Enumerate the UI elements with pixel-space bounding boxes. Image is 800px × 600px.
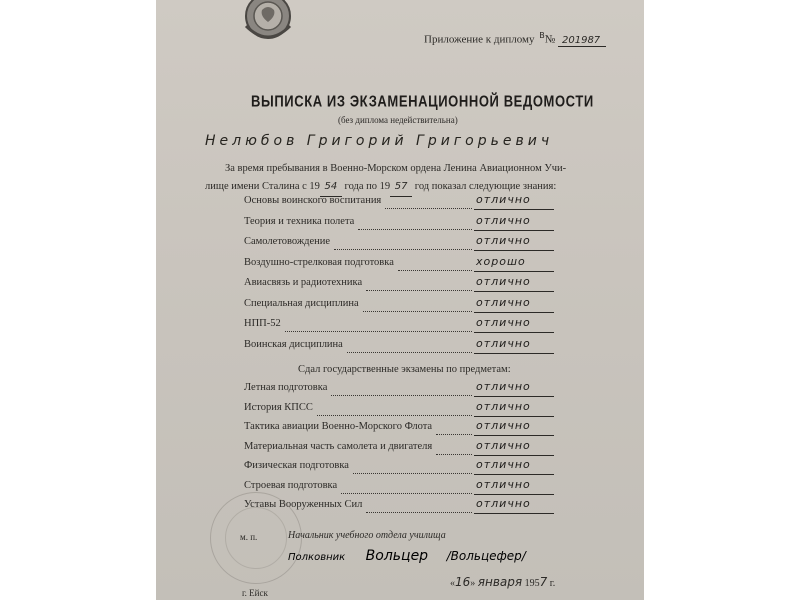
subject-row [244,295,564,318]
subject-grade: отлично [476,380,531,393]
intro-paragraph [205,160,635,197]
grade-underline [474,455,554,456]
grade-underline [474,494,554,495]
dotted-leader [341,492,472,494]
subject-name: Основы воинского воспитания [244,195,382,206]
document-title: ВЫПИСКА ИЗ ЭКЗАМЕНАЦИОННОЙ ВЕДОМОСТИ [251,92,594,110]
date-year-prefix: 195 [524,578,540,589]
subject-row [244,318,564,338]
dotted-leader [358,228,472,230]
subject-row [244,236,564,256]
year-from: 54 [320,178,342,197]
grade-underline [474,474,554,475]
grade-underline [474,250,554,251]
intro-line-1: За время пребывания в Военно-Морском ордена Ленина Авиационном Учи- [225,163,567,174]
student-name: Нелюбов Григорий Григорьевич [205,133,554,149]
dotted-leader [436,433,472,435]
grade-underline [474,271,554,272]
signer-title: Начальник учебного отдела училища [288,530,446,541]
subject-grade: отлично [476,497,531,510]
signature-line [288,548,526,564]
dotted-leader [347,351,472,353]
state-exams-title: Сдал государственные экзамены по предметам: [298,364,511,375]
diploma-series: В [539,31,545,40]
grade-underline [474,396,554,397]
subject-grade: отлично [476,399,531,413]
dotted-leader [334,248,472,250]
dotted-leader [317,414,472,416]
subject-grade: отлично [476,213,531,227]
date-year-suffix: 7 [539,575,548,589]
diploma-number: 201987 [558,35,606,47]
intro-text-a: лище имени Сталина с 19 [205,181,320,192]
dotted-leader [366,511,472,513]
grade-underline [474,353,554,354]
dotted-leader [353,472,472,474]
subject-grade: отлично [476,419,531,432]
year-to: 57 [390,178,412,197]
subject-grade: отлично [476,275,531,288]
subject-name: Специальная дисциплина [244,297,359,309]
subject-grade: отлично [476,295,531,309]
dotted-leader [398,269,472,271]
grade-underline [474,332,554,333]
subject-name: Теория и техника полета [244,215,355,227]
subject-name: Тактика авиации Военно-Морского Флота [244,421,433,432]
subject-name: НПП-52 [244,318,281,329]
grade-underline [474,312,554,313]
subject-name: Уставы Вооруженных Сил [244,499,363,510]
subject-row [244,277,564,297]
dotted-leader [331,394,472,396]
order-of-lenin-emblem-icon [236,0,300,46]
grade-underline [474,230,554,231]
dotted-leader [363,310,472,312]
intro-text-c: год показал следующие знания: [412,181,557,192]
dotted-leader [385,207,472,209]
grade-underline [474,513,554,514]
appendix-label: Приложение к диплому [424,33,535,46]
number-sign: № [544,33,556,46]
subject-grade: отлично [476,458,531,471]
diploma-appendix-line [424,31,606,47]
subject-name: Физическая подготовка [244,460,349,471]
subject-grade: отлично [476,438,531,452]
subject-row [244,336,564,359]
dotted-leader [366,289,472,291]
issue-date [450,575,555,589]
subject-name: История КПСС [244,401,313,413]
dotted-leader [285,330,472,332]
grade-underline [474,291,554,292]
subject-grade: отлично [476,193,531,206]
handwritten-signature: Вольцер [365,548,429,564]
subject-name: Самолетовождение [244,236,331,247]
signer-rank: Полковник [288,552,346,563]
grade-underline [474,416,554,417]
seal-place-label: м. п. [240,532,258,542]
subject-grade: отлично [476,336,531,350]
document-subtitle: (без диплома недействительна) [338,115,458,125]
subject-name: Воинская дисциплина [244,338,343,350]
subject-name: Авиасвязь и радиотехника [244,277,363,288]
city-label: г. Ейск [242,588,268,598]
subject-name: Материальная часть самолета и двигателя [244,440,433,452]
date-open-quote: « [450,578,455,589]
subject-grade: отлично [476,477,531,491]
subject-grade: отлично [476,316,531,329]
signer-name: /Вольцефер/ [446,549,526,563]
subject-grade: хорошо [476,254,526,268]
subject-row [244,195,564,215]
subject-grade: отлично [476,234,531,247]
subject-name: Воздушно-стрелковая подготовка [244,256,394,268]
subject-row [244,213,564,236]
intro-text-b: года по 19 [341,181,391,192]
date-month: января [477,575,523,589]
date-day: 16 [455,575,471,589]
dotted-leader [436,453,472,455]
subject-name: Строевая подготовка [244,479,338,491]
subject-name: Летная подготовка [244,382,328,393]
grade-underline [474,435,554,436]
date-tail: г. [549,578,556,589]
date-close-quote: » [470,578,476,589]
grade-underline [474,209,554,210]
subject-row [244,254,564,277]
